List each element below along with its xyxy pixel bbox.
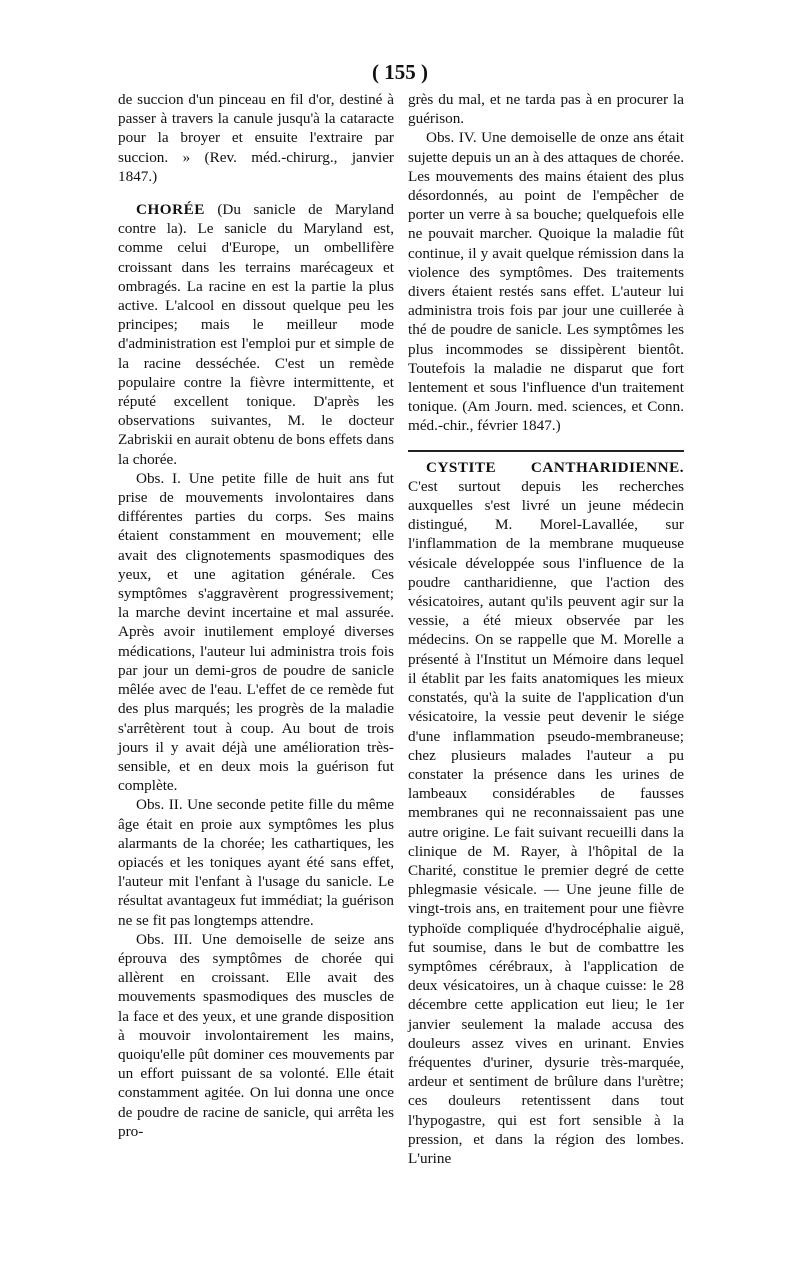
entry-choree <box>118 200 394 469</box>
section-divider <box>408 450 684 452</box>
observation-1: Obs. I. Une petite fille de huit ans fut prise de mouvements involontaires dans différentes parties du corps. Ses mains étaient constamment en mouvement; elle avait des clignotements spasmodiques des yeux, et une agitation générale. Ces symptômes s'aggravèrent progressivement; la marche devint incertaine et mal assurée. Après avoir inutilement employé diverses médications, l'auteur lui administra trois fois par jour un demi-gros de poudre de sanicle mêlée avec de l'eau. L'effet de ce remède fut des plus marqués; les progrès de la maladie s'arrêtèrent tout à coup. Au bout de trois jours il y avait déjà une amélioration très-sensible, et en deux mois la guérison fut complète. <box>118 469 394 795</box>
right-column <box>408 90 684 1168</box>
paragraph-cataract-end: de succion d'un pinceau en fil d'or, destiné à passer à travers la canule jusqu'à la cataracte pour la broyer et ensuite l'extraire par succion. » (Rev. méd.-chirurg., janvier 1847.) <box>118 91 394 185</box>
paragraph-continuation: grès du mal, et ne tarda pas à en procurer la guérison. <box>408 91 684 128</box>
entry-term-cystite: CYSTITE CANTHARIDIENNE. <box>426 458 684 476</box>
entry-cystite <box>408 458 684 1169</box>
observation-2: Obs. II. Une seconde petite fille du même âge était en proie aux symptômes les plus alarmants de la chorée; les cathartiques, les opiacés et les toniques ayant été sans effet, l'auteur mit l'enfant à l'usage du sanicle. Le résultat avantageux fut immédiat; la guérison ne se fit pas longtemps attendre. <box>118 796 394 929</box>
observation-3: Obs. III. Une demoiselle de seize ans éprouva des symptômes de chorée qui allèrent en croissant. Elle avait des mouvements spasmodiques des muscles de la face et des yeux, et une grande disposition à mouvoir involontairement les mains, quoiqu'elle pût dominer ces mouvements par un effort puissant de sa volonté. Elle était constamment agitée. On lui donna une once de poudre de racine de sanicle, qui arrêta les pro- <box>118 930 394 1140</box>
left-column <box>118 90 394 1141</box>
entry-text-cystite: C'est surtout depuis les recherches auxquelles s'est livré un jeune médecin distingué, M. Morel-Lavallée, sur l'inflammation de la membrane muqueuse vésicale développée sous l'influence de la poudre cantharidienne, que l'action des vésicatoires, autant qu'ils peuvent agir sur la vessie, a été mieux observée par les médecins. On se rappelle que M. Morelle a présenté à l'Institut un Mémoire dans lequel il établit par les faits anatomiques les mieux constatés, qu'à la suite de l'application d'un vésicatoire, la vessie peut devenir le siége d'une inflammation pseudo-membraneuse; chez plusieurs malades l'auteur a pu constater la présence dans les urines de lambeaux considérables de fausses membranes qui ne reconnaissaient pas une autre origine. Le fait suivant recueilli dans la clinique de M. Rayer, à l'hôpital de la Charité, constitue le premier degré de cette phlegmasie vésicale. — Une jeune fille de vingt-trois ans, en traitement pour une fièvre typhoïde compliquée d'hydrocéphalie aiguë, fut soumise, dans le but de combattre les symptômes cérébraux, à l'application de deux vésicatoires, un à chaque cuisse: le 28 décembre cette application eut lieu; le 1er janvier seulement la malade accusa des douleurs assez vives en urinant. Envies fréquentes d'uriner, dysurie très-marquée, ardeur et sentiment de brûlure dans l'urètre; ces douleurs retentissent dans tout l'hypogastre, qui est fort sensible à la pression, et dans la région des lombes. L'urine <box>408 477 684 1167</box>
entry-term-choree: CHORÉE <box>136 201 205 219</box>
entry-text-choree: (Du sanicle de Maryland contre la). Le sanicle du Maryland est, comme celui d'Europe, un ombellifère croissant dans les terrains marécageux et ombragés. La racine en est la partie la plus active. L'alcool en dissout quelque peu les principes; mais le meilleur mode d'administration est l'emploi pur et simple de la racine desséchée. C'est un remède populaire contre la fièvre intermittente, et réputé excellent tonique. D'après les observations suivantes, M. le docteur Zabriskii en aurait obtenu de bons effets dans la chorée. <box>118 201 394 468</box>
page-number: ( 155 ) <box>372 60 428 84</box>
observation-4: Obs. IV. Une demoiselle de onze ans était sujette depuis un an à des attaques de chorée. Les mouvements des mains étaient des plus désordonnés, au point de l'empêcher de porter un verre à sa bouche; quelquefois elle ne pouvait marcher. Quoique la maladie fût continue, il y avait quelque rémission dans la violence des symptômes. Des traitements divers étaient restés sans effet. L'auteur lui administra trois fois par jour une cuillerée à thé de poudre de sanicle. Les symptômes les plus incommodes se dissipèrent bientôt. Toutefois la maladie ne disparut que fort lentement et sous l'influence d'un traitement tonique. (Am Journ. med. sciences, et Conn. méd.-chir., février 1847.) <box>408 129 684 435</box>
